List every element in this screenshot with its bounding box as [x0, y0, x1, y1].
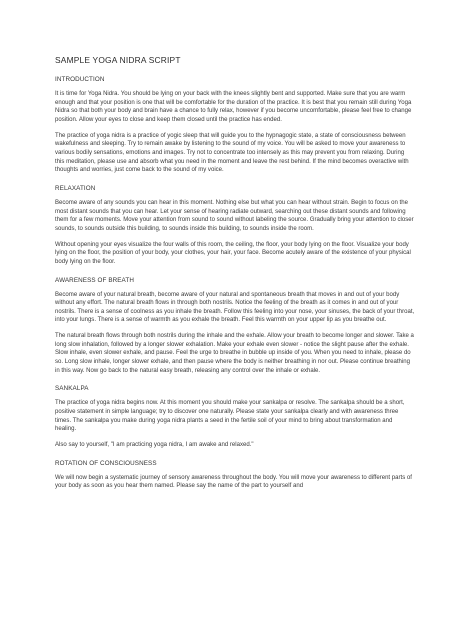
paragraph-intro-2: The practice of yoga nidra is a practice of yogic sleep that will guide you to the hypnagogic state, a state of consciousness between wakefulness and sleeping. Try to remain awake by listening to the sound of my voice. You will be asked to move your awareness to various bodily sensations, emotions and images. Try not to concentrate too intensely as this may prevent you from relaxing. During this meditation, please use and absorb what you need in the moment and leave the rest behind. If the mind becomes overactive with thoughts and worries, just come back to the sound of my voice. [55, 132, 409, 174]
section-heading-relaxation: RELAXATION [55, 184, 96, 192]
paragraph-relaxation-1: Become aware of any sounds you can hear in this moment. Nothing else but what you can hear without strain. Begin to focus on the most distant sounds that you can hear. Let your sense of hearing radiate outward, searching out these distant sounds and following them for a few moments. Move your attention from sound to sound without labeling the source. Gradually bring your attention to closer sounds, to sounds outside this building, to sounds inside this building, to sounds inside the room. [55, 199, 414, 232]
section-heading-introduction: INTRODUCTION [55, 76, 105, 83]
section-heading-awareness-of-breath: AWARENESS OF BREATH [55, 276, 134, 284]
paragraph-rotation-1: We will now begin a systematic journey of sensory awareness throughout the body. You will move your awareness to different parts of your body as soon as you hear them named. Please say the name of the part to yourself and [55, 474, 412, 490]
paragraph-sankalpa-2: Also say to yourself, "I am practicing yoga nidra, I am awake and relaxed." [55, 442, 254, 449]
paragraph-intro-1: It is time for Yoga Nidra. You should be lying on your back with the knees slightly bent and supported. Make sure that you are warm enough and that your position is one that will be comfortable for the duration of the practice. It is best that you remain still during Yoga Nidra so that both your body and brain have a chance to fully relax, however if you become uncomfortable, please feel free to change position. Allow your eyes to close and keep them closed until the practice has ended. [55, 91, 412, 123]
paragraph-relaxation-2: Without opening your eyes visualize the four walls of this room, the ceiling, the floor, your body lying on the floor. Visualize your body lying on the floor, the position of your body, your clothes, your hair, your face. Become acutely aware of the existence of your physical body lying on the floor. [55, 241, 411, 265]
paragraph-breath-1: Become aware of your natural breath, become aware of your natural and spontaneous breath that moves in and out of your body without any effort. The natural breath flows in through both nostrils. Notice the feeling of the breath as it comes in and out of your nostrils. There is a sense of coolness as you inhale the breath. Follow this feeling into your nose, your sinuses, the back of your throat, into your lungs. There is a sense of warmth as you exhale the breath. Feel this warmth on your upper lip as you breathe out. [55, 291, 415, 324]
section-heading-rotation-of-consciousness: ROTATION OF CONSCIOUSNESS [55, 459, 157, 467]
paragraph-breath-2: The natural breath flows through both nostrils during the inhale and the exhale. Allow your breath to become longer and slower. Take a long slow inhalation, followed by a longer slower exhalation. Make your exhale even slower - notice the slight pause after the exhale. Slow inhale, even slower exhale, and pause. Feel the urge to breathe in bubble up inside of you. When you need to inhale, please do so. Long slow inhale, longer slower exhale, and then pause where the body is neither breathing in nor out. Please continue breathing in this way. Now go back to the natural easy breath, releasing any control over the inhale or exhale. [55, 333, 414, 374]
document-body [55, 55, 415, 498]
document-title: SAMPLE YOGA NIDRA SCRIPT [55, 55, 181, 65]
section-heading-sankalpa: SANKALPA [55, 385, 89, 393]
paragraph-sankalpa-1: The practice of yoga nidra begins now. At this moment you should make your sankalpa or resolve. The sankalpa should be a short, positive statement in simple language; try to discover one naturally. Please state your sankalpa clearly and with awareness three times. The sankalpa you make during yoga nidra plants a seed in the fertile soil of your mind to bring about transformation and healing. [55, 400, 405, 433]
